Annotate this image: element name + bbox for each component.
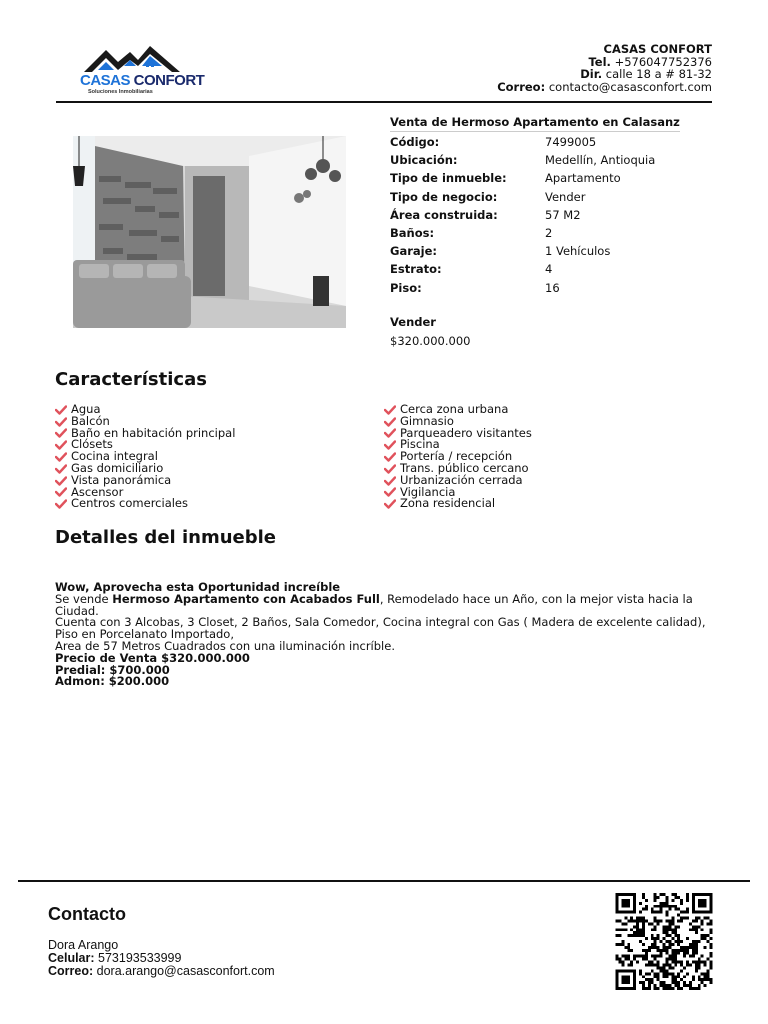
property-title: Venta de Hermoso Apartamento en Calasanz [390,115,680,132]
details-line-1: Se vende Hermoso Apartamento con Acabados Full, Remodelado hace un Año, con la mejor vista hacia la Ciudad. [55,591,693,618]
feature-item [55,498,235,510]
check-icon [55,440,67,450]
check-icon [55,499,67,509]
feature-label: Gimnasio [400,413,454,428]
company-phone: Tel. +576047752376 [588,54,712,69]
feature-label: Trans. público cercano [400,460,529,475]
contact-phone: Celular: 573193533999 [48,951,182,965]
check-icon [384,428,396,438]
price-label: Vender [390,315,436,329]
check-icon [55,405,67,415]
feature-label: Zona residencial [400,496,496,511]
check-icon [384,405,396,415]
check-icon [384,499,396,509]
property-row-label: Baños: [390,226,435,241]
property-row-label: Piso: [390,280,422,295]
feature-label: Centros comerciales [71,496,188,511]
property-row [390,169,655,187]
check-icon [384,452,396,462]
check-icon [55,417,67,427]
check-icon [55,487,67,497]
details-admon: Admon: $200.000 [55,674,170,689]
property-row [390,224,655,242]
details-predial: Predial: $700.000 [55,662,170,677]
feature-label: Agua [71,402,101,416]
property-row [390,206,655,224]
property-details-table [390,133,655,297]
property-row-label: Estrato: [390,262,442,277]
property-row [390,151,655,169]
company-email: Correo: contacto@casasconfort.com [497,79,712,94]
features-title: Características [55,369,207,390]
property-row-label: Código: [390,135,440,150]
check-icon [384,440,396,450]
details-price: Precio de Venta $320.000.000 [55,650,250,665]
property-row [390,260,655,278]
company-info [497,43,712,93]
property-row-label: Tipo de negocio: [390,189,498,204]
features-column-1 [55,404,235,510]
property-row-value: 4 [545,262,553,277]
feature-label: Piscina [400,437,440,452]
check-icon [384,464,396,474]
check-icon [384,417,396,427]
check-icon [55,452,67,462]
property-row [390,242,655,260]
property-row [390,279,655,297]
property-row-label: Garaje: [390,244,437,259]
check-icon [384,487,396,497]
feature-label: Cerca zona urbana [400,402,509,416]
property-row-label: Ubicación: [390,153,458,168]
details-headline: Wow, Aprovecha esta Oportunidad increíble [55,580,341,594]
property-row-value: Vender [545,189,586,204]
company-address: Dir. calle 18 a # 81-32 [580,67,712,81]
check-icon [55,476,67,486]
qr-code [613,893,715,990]
feature-label: Gas domiciliario [71,460,164,475]
feature-label: Balcón [71,413,110,428]
feature-label: Ascensor [71,484,124,499]
property-row-value: 7499005 [545,135,597,150]
contact-email: Correo: dora.arango@casasconfort.com [48,964,275,978]
property-row-value: 1 Vehículos [545,244,611,259]
property-row-label: Área construida: [390,207,498,222]
details-line-2: Cuenta con 3 Alcobas, 3 Closet, 2 Baños, Sala Comedor, Cocina integral con Gas ( Madera de excelente calidad), Piso en Porcelanato Importado, [55,615,706,642]
details-title: Detalles del inmueble [55,527,276,548]
check-icon [55,428,67,438]
feature-item [384,498,532,510]
feature-label: Parqueadero visitantes [400,425,532,440]
check-icon [384,476,396,486]
property-row-value: Medellín, Antioquia [545,153,656,168]
property-row-value: Apartamento [545,171,621,186]
logo-wordmark: CASAS CONFORT [80,72,205,89]
company-name: CASAS CONFORT [603,42,712,56]
contact-name: Dora Arango [48,938,119,952]
property-row-value: 2 [545,226,553,241]
property-row-value: 16 [545,280,560,295]
feature-label: Baño en habitación principal [71,425,236,440]
header-divider [56,101,712,103]
property-row-value: 57 M2 [545,207,581,222]
contact-title: Contacto [48,904,126,924]
footer-divider [18,880,750,882]
feature-label: Cocina integral [71,449,158,464]
feature-label: Vista panorámica [71,472,172,487]
property-photo [73,136,346,328]
contact-info [48,939,275,978]
feature-label: Clósets [71,437,113,452]
logo-tagline: Soluciones Inmobiliarias [88,89,153,95]
property-row [390,188,655,206]
details-line-3: Area de 57 Metros Cuadrados con una iluminación incríble. [55,638,395,653]
details-body [55,582,715,688]
feature-label: Urbanización cerrada [400,472,523,487]
features-column-2 [384,404,532,510]
check-icon [55,464,67,474]
property-row-label: Tipo de inmueble: [390,171,507,186]
feature-label: Vigilancia [400,484,456,499]
feature-label: Portería / recepción [400,449,513,464]
price-value: $320.000.000 [390,334,471,348]
property-row [390,133,655,151]
